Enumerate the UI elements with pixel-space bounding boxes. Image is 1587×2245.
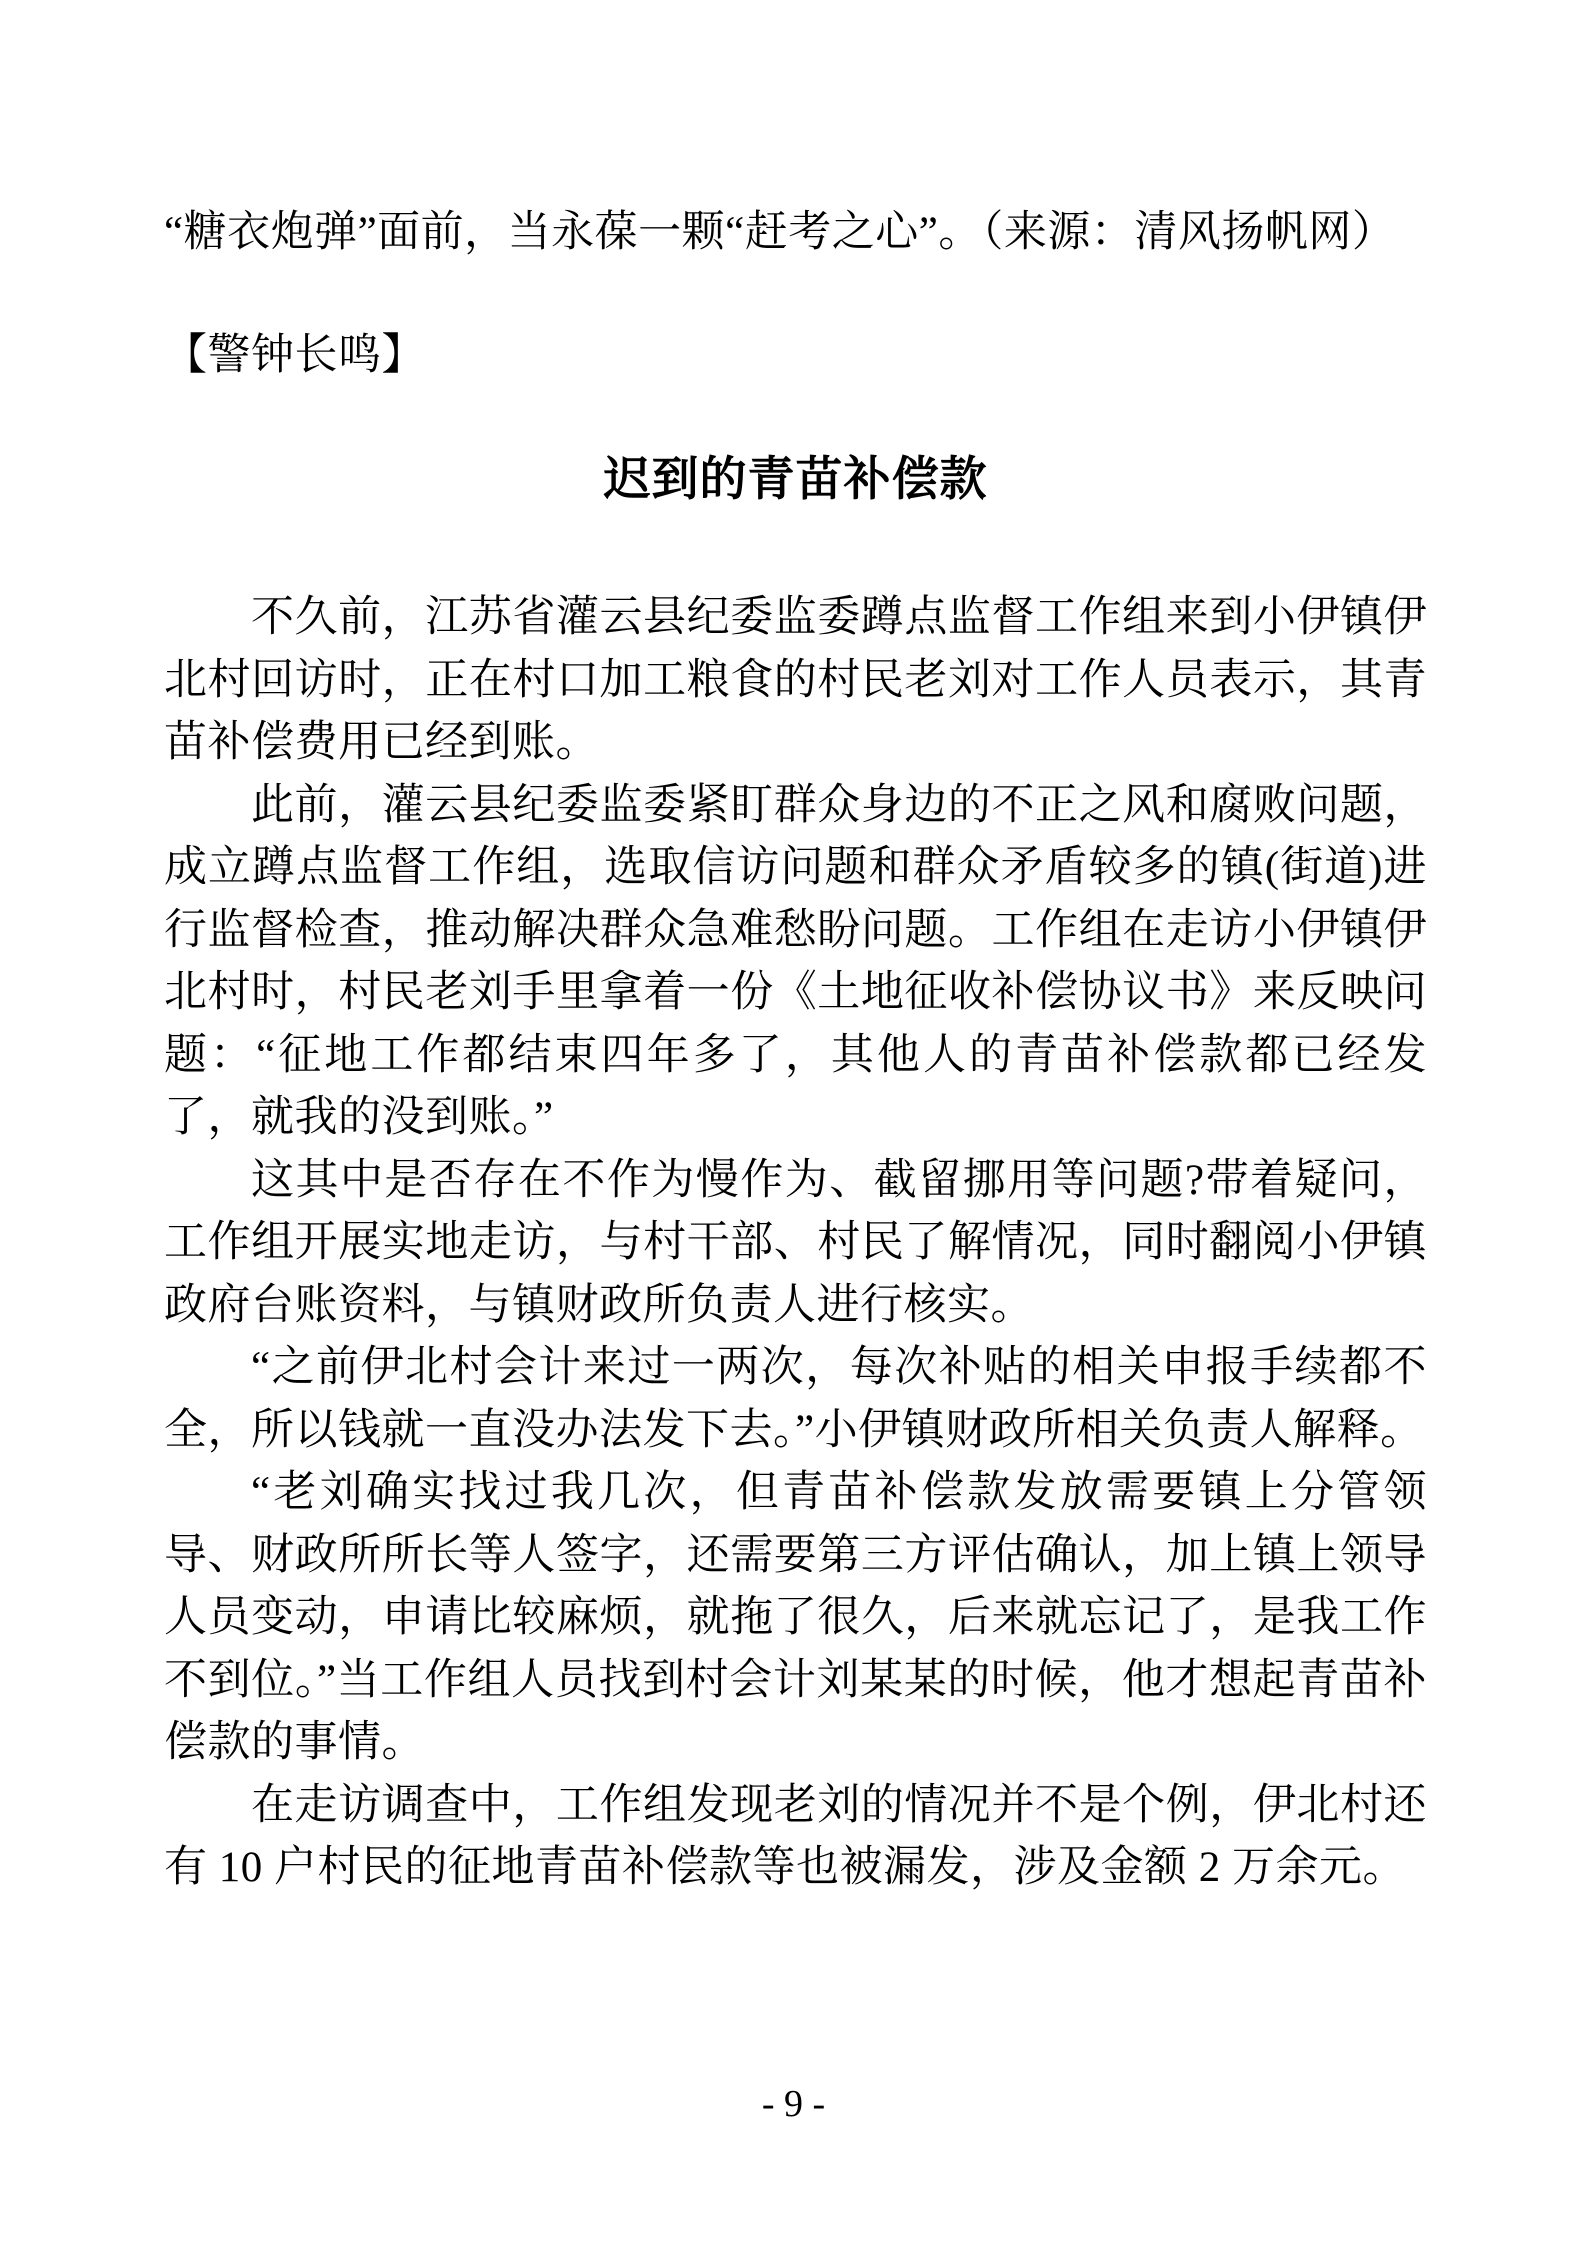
section-marker: 【警钟长鸣】 bbox=[164, 331, 425, 379]
body-paragraph: 在走访调查中，工作组发现老刘的情况并不是个例，伊北村还有 10 户村民的征地青苗补偿款等也被漏发，涉及金额 2 万余元。 bbox=[164, 1781, 1427, 1891]
body-paragraph: 此前，灌云县纪委监委紧盯群众身边的不正之风和腐败问题，成立蹲点监督工作组，选取信访问题和群众矛盾较多的镇(街道)进行监督检查，推动解决群众急难愁盼问题。工作组在走访小伊镇伊北村时，村民老刘手里拿着一份《土地征收补偿协议书》来反映问题：“征地工作都结束四年多了，其他人的青苗补偿款都已经发了，就我的没到账。” bbox=[164, 781, 1427, 1141]
article-title: 迟到的青苗补偿款 bbox=[603, 454, 988, 506]
body-paragraph: 不久前，江苏省灌云县纪委监委蹲点监督工作组来到小伊镇伊北村回访时，正在村口加工粮食的村民老刘对工作人员表示，其青苗补偿费用已经到账。 bbox=[164, 594, 1427, 766]
body-paragraph: “老刘确实找过我几次，但青苗补偿款发放需要镇上分管领导、财政所所长等人签字，还需要第三方评估确认，加上镇上领导人员变动，申请比较麻烦，就拖了很久，后来就忘记了，是我工作不到位。”当工作组人员找到村会计刘某某的时候，他才想起青苗补偿款的事情。 bbox=[164, 1469, 1427, 1766]
body-paragraph: 这其中是否存在不作为慢作为、截留挪用等问题?带着疑问，工作组开展实地走访，与村干部、村民了解情况，同时翻阅小伊镇政府台账资料，与镇财政所负责人进行核实。 bbox=[164, 1156, 1427, 1329]
body-paragraph: “之前伊北村会计来过一两次，每次补贴的相关申报手续都不全，所以钱就一直没办法发下去。”小伊镇财政所相关负责人解释。 bbox=[164, 1344, 1427, 1454]
page-content bbox=[164, 202, 1427, 1900]
continuation-paragraph: “糖衣炮弹”面前，当永葆一颗“赶考之心”。（来源：清风扬帆网） bbox=[164, 209, 1396, 256]
page-number: - 9 - bbox=[761, 2083, 826, 2125]
